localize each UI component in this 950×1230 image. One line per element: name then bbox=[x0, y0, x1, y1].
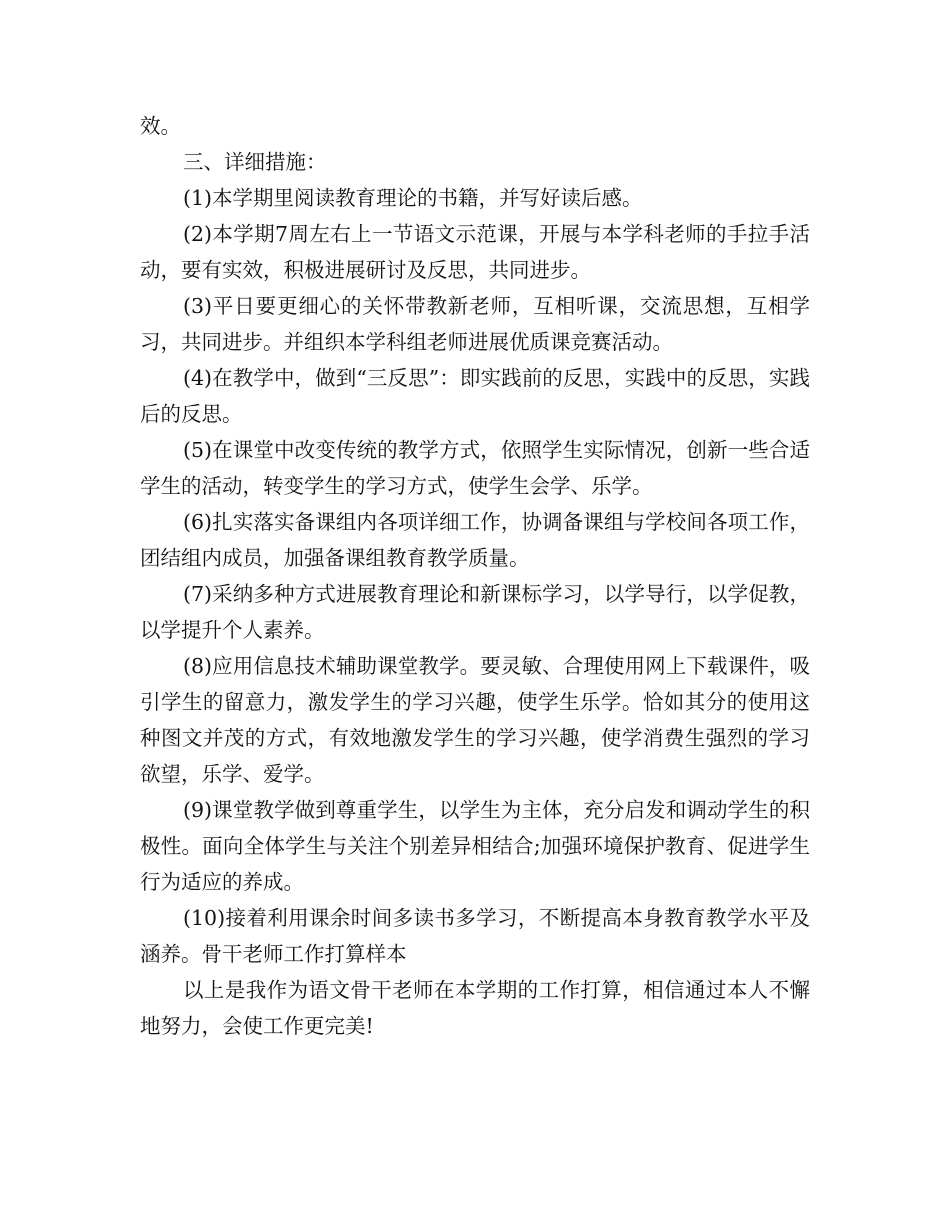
section-heading-measures: 三、详细措施： bbox=[183, 150, 327, 174]
measure-item-10: (10)接着利用课余时间多读书多学习，不断提高本身教育教学水平及涵养。骨干老师工作打算样本 bbox=[140, 906, 810, 966]
measure-item-5: (5)在课堂中改变传统的教学方式，依照学生实际情况，创新一些合适学生的活动，转变学生的学习方式，使学生会学、乐学。 bbox=[140, 438, 810, 498]
paragraph-continuation: 效。 bbox=[140, 114, 181, 138]
document-body bbox=[140, 108, 810, 1044]
measure-item-7: (7)采纳多种方式进展教育理论和新课标学习，以学导行，以学促教，以学提升个人素养。 bbox=[140, 582, 810, 642]
closing-paragraph: 以上是我作为语文骨干老师在本学期的工作打算，相信通过本人不懈地努力，会使工作更完美! bbox=[140, 978, 810, 1038]
measure-item-1: (1)本学期里阅读教育理论的书籍，并写好读后感。 bbox=[183, 186, 643, 210]
measure-item-6: (6)扎实落实备课组内各项详细工作，协调备课组与学校间各项工作，团结组内成员，加强备课组教育教学质量。 bbox=[140, 510, 810, 570]
measure-item-2: (2)本学期7周左右上一节语文示范课，开展与本学科老师的手拉手活动，要有实效，积极进展研讨及反思，共同进步。 bbox=[140, 222, 810, 282]
measure-item-3: (3)平日要更细心的关怀带教新老师，互相听课，交流思想，互相学习，共同进步。并组织本学科组老师进展优质课竞赛活动。 bbox=[140, 294, 810, 354]
measure-item-4: (4)在教学中，做到“三反思”：即实践前的反思，实践中的反思，实践后的反思。 bbox=[140, 366, 810, 426]
measure-item-8: (8)应用信息技术辅助课堂教学。要灵敏、合理使用网上下载课件，吸引学生的留意力，激发学生的学习兴趣，使学生乐学。恰如其分的使用这种图文并茂的方式，有效地激发学生的学习兴趣，使学消费生强烈的学习欲望，乐学、爱学。 bbox=[140, 654, 810, 786]
measure-item-9: (9)课堂教学做到尊重学生，以学生为主体，充分启发和调动学生的积极性。面向全体学生与关注个别差异相结合;加强环境保护教育、促进学生行为适应的养成。 bbox=[140, 798, 810, 894]
